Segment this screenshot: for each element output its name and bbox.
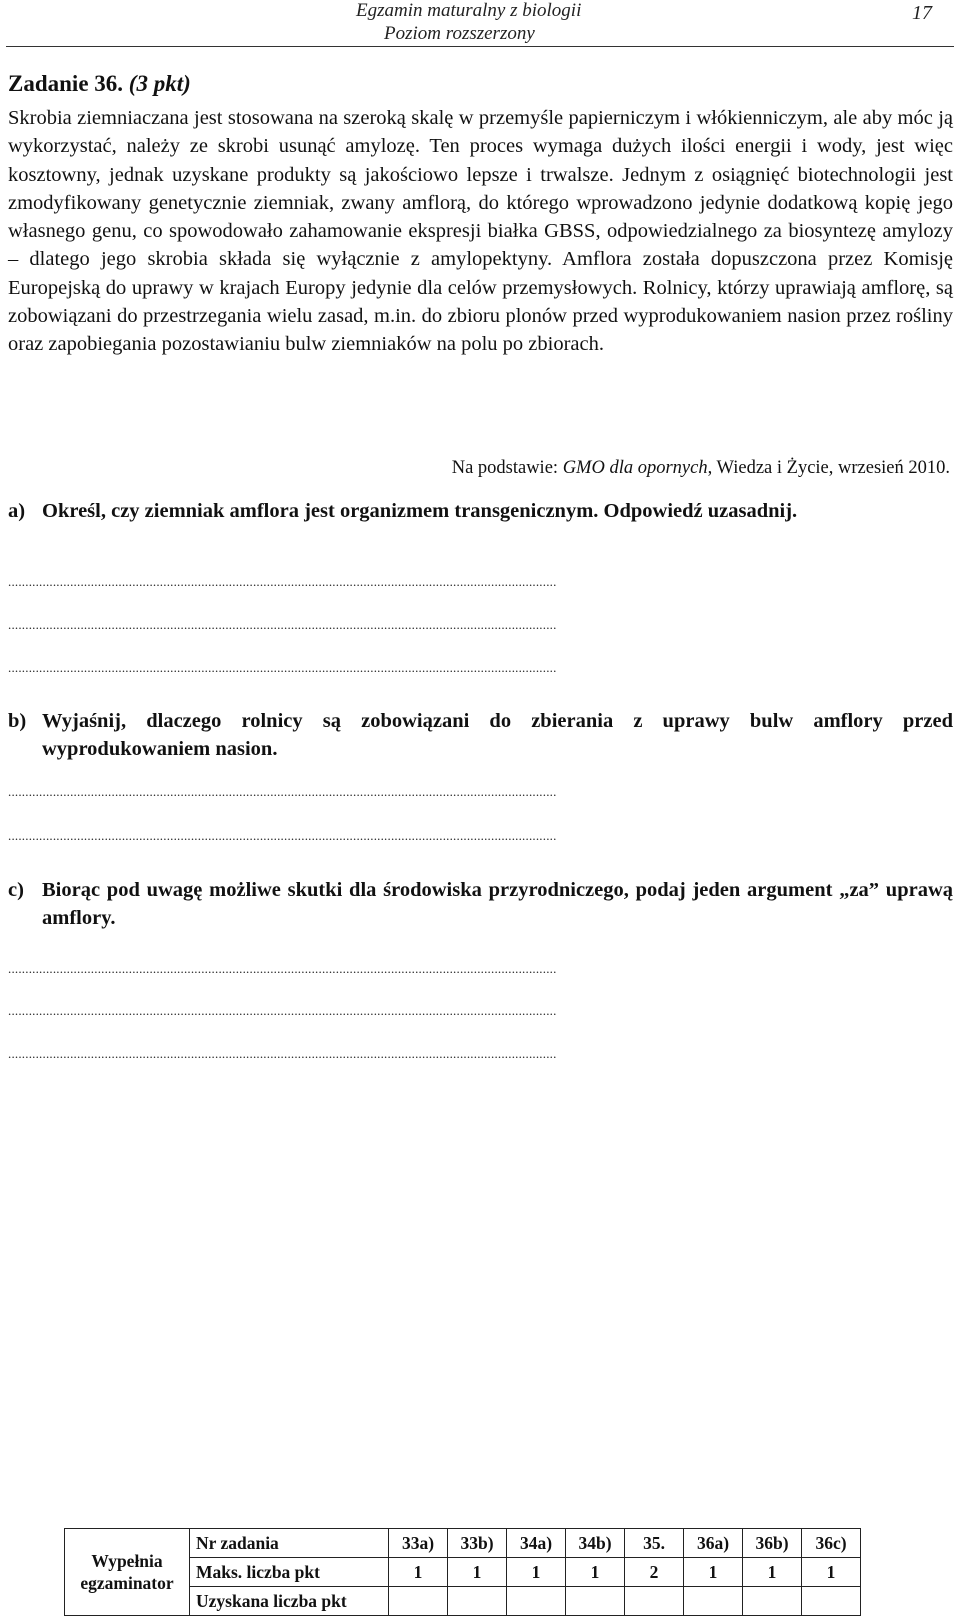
max-points-cell: 1: [507, 1558, 566, 1587]
awarded-points-cell[interactable]: [507, 1587, 566, 1616]
source-prefix: Na podstawie:: [451, 458, 563, 478]
question-a: [8, 497, 953, 525]
question-b-text: Wyjaśnij, dlaczego rolnicy są zobowiązani do zbierania z uprawy bulw amflory przed wyprodukowaniem nasion.: [42, 710, 953, 760]
page-number: 17: [912, 2, 932, 24]
max-points-cell: 1: [684, 1558, 743, 1587]
awarded-points-cell[interactable]: [448, 1587, 507, 1616]
max-points-cell: 1: [448, 1558, 507, 1587]
row-label-task-number: Nr zadania: [190, 1529, 389, 1558]
max-points-cell: 1: [802, 1558, 861, 1587]
question-b: [8, 707, 953, 763]
exam-title: Egzamin maturalny z biologii: [356, 0, 582, 21]
task-number: Zadanie 36.: [8, 71, 124, 96]
question-a-text: Określ, czy ziemniak amflora jest organizmem transgenicznym. Odpowiedź uzasadnij.: [42, 500, 798, 522]
task-points: (3 pkt): [128, 71, 191, 96]
score-table: [64, 1528, 861, 1616]
answer-line[interactable]: ...............................................................................................................................................................: [8, 617, 557, 632]
max-points-cell: 1: [389, 1558, 448, 1587]
exam-level: Poziom rozszerzony: [384, 23, 535, 44]
answer-line[interactable]: ...............................................................................................................................................................: [8, 828, 557, 843]
answer-line[interactable]: ...............................................................................................................................................................: [8, 784, 557, 799]
answer-line[interactable]: ...............................................................................................................................................................: [8, 1003, 557, 1018]
task-number-cell: 36b): [743, 1529, 802, 1558]
task-number-cell: 33a): [389, 1529, 448, 1558]
answer-line[interactable]: ...............................................................................................................................................................: [8, 1046, 557, 1061]
header-divider: [6, 46, 954, 47]
source-title: GMO dla opornych: [562, 458, 708, 478]
max-points-cell: 1: [743, 1558, 802, 1587]
row-label-awarded-points: Uzyskana liczba pkt: [190, 1587, 389, 1616]
answer-line[interactable]: ...............................................................................................................................................................: [8, 660, 557, 675]
page-header: [0, 0, 960, 46]
source-citation: [452, 458, 950, 479]
answer-line[interactable]: ...............................................................................................................................................................: [8, 961, 557, 976]
question-c: [8, 876, 953, 932]
task-text: Skrobia ziemniaczana jest stosowana na szeroką skalę w przemyśle papierniczym i włókienniczym, ale aby móc ją wykorzystać, należy ze skrobi usunąć amylozę. Ten proces wymaga dużych ilości energii i wody, jest więc kosztowny, jednak uzyskane produkty są jakościowo lepsze i trwalsze. Jednym z osiągnięć biotechnologii jest zmodyfikowany genetycznie ziemniak, zwany amflorą, do którego wprowadzono jedynie dodatkową kopię jego własnego genu, co spowodowało zahamowanie ekspresji białka GBSS, odpowiedzialnego za biosyntezę amylozy – dlatego jego skrobia składa się wyłącznie z amylopektyny. Amflora została dopuszczona przez Komisję Europejską do uprawy w krajach Europy jedynie dla celów przemysłowych. Rolnicy, którzy uprawiają amflorę, są zobowiązani do przestrzegania wielu zasad, m.in. do zbioru plonów przed wyprodukowaniem nasion przez rośliny oraz zapobiegania pozostawianiu bulw ziemniaków na polu po zbiorach.: [8, 107, 953, 356]
question-b-label: b): [8, 710, 27, 732]
task-number-cell: 34a): [507, 1529, 566, 1558]
task-number-cell: 35.: [625, 1529, 684, 1558]
task-title: [8, 71, 191, 97]
question-c-text: Biorąc pod uwagę możliwe skutki dla środowiska przyrodniczego, podaj jeden argument „za” uprawą amflory.: [42, 879, 953, 929]
row-label-max-points: Maks. liczba pkt: [190, 1558, 389, 1587]
awarded-points-cell[interactable]: [625, 1587, 684, 1616]
task-number-cell: 36c): [802, 1529, 861, 1558]
question-a-label: a): [8, 500, 26, 522]
awarded-points-cell[interactable]: [566, 1587, 625, 1616]
awarded-points-cell[interactable]: [389, 1587, 448, 1616]
max-points-cell: 1: [566, 1558, 625, 1587]
max-points-cell: 2: [625, 1558, 684, 1587]
task-number-cell: 33b): [448, 1529, 507, 1558]
awarded-points-cell[interactable]: [743, 1587, 802, 1616]
awarded-points-cell[interactable]: [802, 1587, 861, 1616]
source-suffix: , Wiedza i Życie, wrzesień 2010.: [707, 458, 950, 478]
task-number-cell: 36a): [684, 1529, 743, 1558]
answer-line[interactable]: ...............................................................................................................................................................: [8, 574, 557, 589]
task-number-cell: 34b): [566, 1529, 625, 1558]
awarded-points-cell[interactable]: [684, 1587, 743, 1616]
examiner-label: Wypełnia egzaminator: [65, 1529, 190, 1616]
question-c-label: c): [8, 879, 24, 901]
